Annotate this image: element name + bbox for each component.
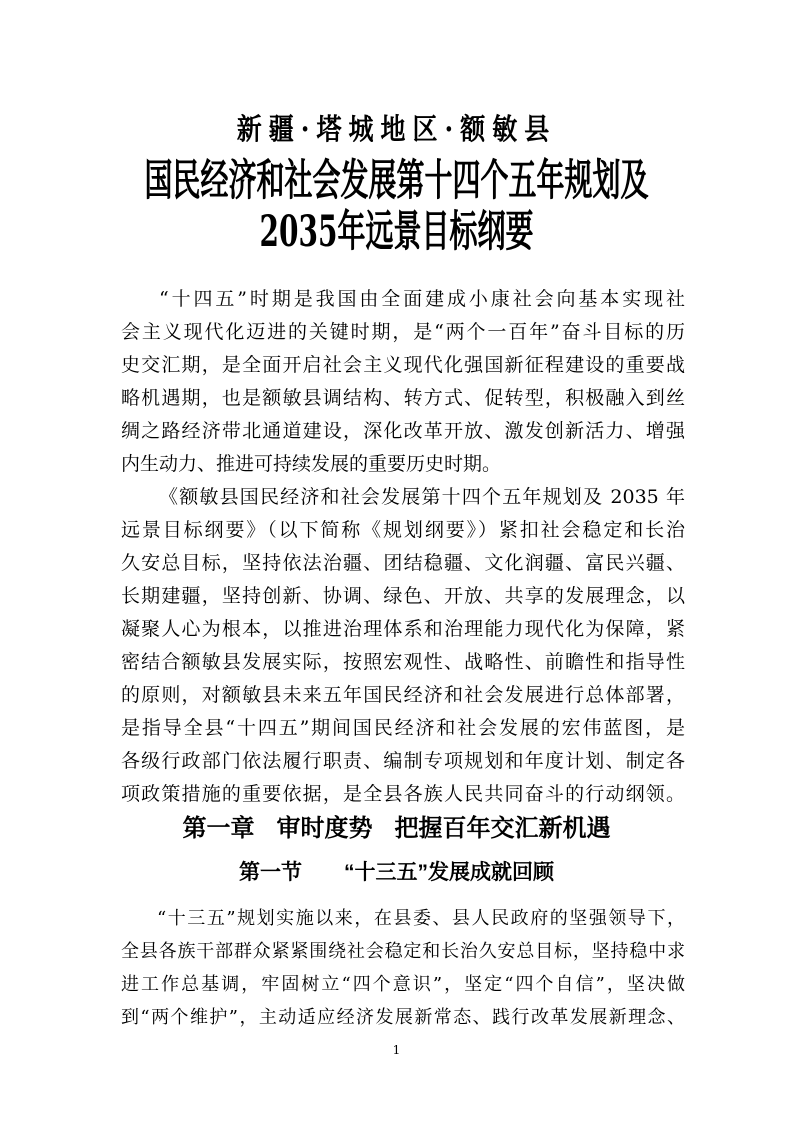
page-number: 1 xyxy=(392,1043,401,1057)
paragraph-line: 久安总目标，坚持依法治疆、团结稳疆、文化润疆、富民兴疆、 xyxy=(121,552,685,574)
paragraph-line: 内生动力、推进可持续发展的重要历史时期。 xyxy=(121,453,502,475)
paragraph-line: 各级行政部门依法履行职责、编制专项规划和年度计划、制定各 xyxy=(121,750,685,772)
paragraph-line: 的原则，对额敏县未来五年国民经济和社会发展进行总体部署， xyxy=(121,684,685,706)
paragraph-line: 凝聚人心为根本，以推进治理体系和治理能力现代化为保障，紧 xyxy=(121,618,685,640)
paragraph-line: 《额敏县国民经济和社会发展第十四个五年规划及 2035 年 xyxy=(159,486,685,508)
intro-paragraph-1 xyxy=(121,283,685,481)
chapter-number: 第一章 xyxy=(182,815,255,842)
section-title: “十三五”发展成就回顾 xyxy=(344,861,554,884)
paragraph-line: 略机遇期，也是额敏县调结构、转方式、促转型，积极融入到丝 xyxy=(121,387,685,409)
paragraph-line: “十四五”时期是我国由全面建成小康社会向基本实现社 xyxy=(159,288,685,310)
title-year-line xyxy=(0,207,793,257)
chapter-title-part: 把握百年交汇新机遇 xyxy=(394,815,611,842)
section-number: 第一节 xyxy=(239,861,302,884)
paragraph-line: 进工作总基调，牢固树立“四个意识”，坚定“四个自信”，坚决做 xyxy=(121,974,685,995)
paragraph-line: 是指导全县“十四五”期间国民经济和社会发展的宏伟蓝图，是 xyxy=(121,717,685,739)
paragraph-line: 会主义现代化迈进的关键时期，是“两个一百年”奋斗目标的历 xyxy=(121,321,685,343)
section-paragraph-1 xyxy=(121,902,685,1034)
chapter-title-part: 审时度势 xyxy=(276,815,373,842)
chapter-heading xyxy=(0,811,793,847)
paragraph-line: 史交汇期，是全面开启社会主义现代化强国新征程建设的重要战 xyxy=(121,354,685,376)
paragraph-line: 全县各族干部群众紧紧围绕社会稳定和长治久安总目标，坚持稳中求 xyxy=(121,941,685,962)
paragraph-line: 绸之路经济带北通道建设，深化改革开放、激发创新活力、增强 xyxy=(121,420,685,442)
section-heading xyxy=(0,855,793,891)
intro-paragraph-2 xyxy=(121,481,685,811)
paragraph-line: 到“两个维护”，主动适应经济发展新常态、践行改革发展新理念、 xyxy=(121,1007,685,1028)
paragraph-line: 长期建疆，坚持创新、协调、绿色、开放、共享的发展理念，以 xyxy=(121,585,685,607)
title-region-text: 新疆·塔城地区·额敏县 xyxy=(236,112,557,147)
paragraph-line: 密结合额敏县发展实际，按照宏观性、战略性、前瞻性和指导性 xyxy=(121,651,685,673)
paragraph-line: “十三五”规划实施以来，在县委、县人民政府的坚强领导下， xyxy=(157,908,685,929)
title-main-text: 国民经济和社会发展第十四个五年规划及 xyxy=(144,154,649,206)
title-year-text: 2035年远景目标纲要 xyxy=(259,205,534,257)
paragraph-line: 远景目标纲要》（以下简称《规划纲要》）紧扣社会稳定和长治 xyxy=(121,519,685,541)
paragraph-line: 项政策措施的重要依据，是全县各族人民共同奋斗的行动纲领。 xyxy=(121,783,685,805)
